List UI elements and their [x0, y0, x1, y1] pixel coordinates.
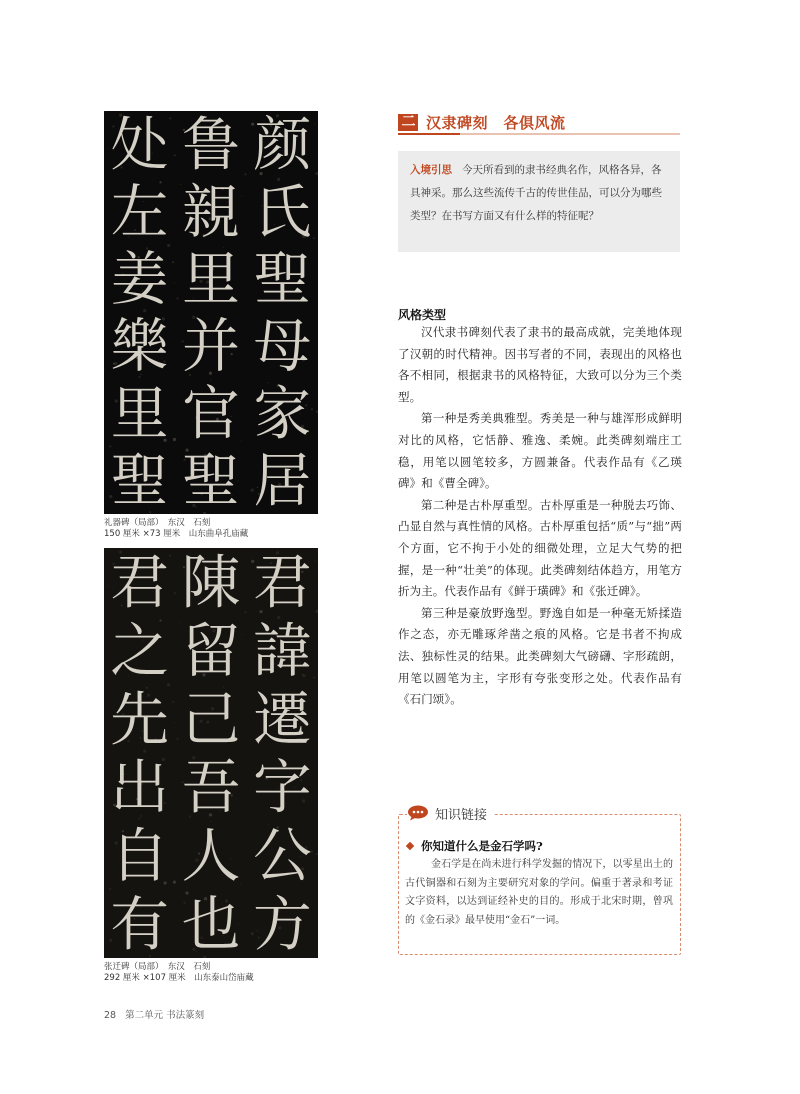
- rubbing-glyph: 人: [181, 821, 241, 890]
- paragraph: 汉代隶书碑刻代表了隶书的最高成就，完美地体现了汉朝的时代精神。因书写者的不同，表现出的风格也各不相同，根据隶书的风格特征，大致可以分为三个类型。: [398, 325, 682, 404]
- rubbing-glyph: 并: [182, 312, 240, 381]
- rubbing-glyph: 己: [181, 684, 241, 754]
- rubbing-glyph: 先: [110, 684, 170, 754]
- section-number-badge: 二: [398, 114, 418, 131]
- zhangqian-stele-caption: [104, 962, 334, 984]
- rubbing-speckle: [176, 297, 178, 299]
- rubbing-glyph: 親: [182, 177, 240, 246]
- liqi-stele-rubbing-image: [104, 111, 318, 514]
- rubbing-glyph: 字: [252, 752, 312, 822]
- rubbing-speckle: [241, 884, 242, 885]
- rubbing-speckle: [180, 184, 181, 185]
- rubbing-speckle: [172, 261, 174, 263]
- rubbing-speckle: [313, 677, 314, 678]
- rubbing-glyph: 处: [110, 111, 169, 179]
- rubbing-glyph: 左: [110, 177, 169, 246]
- rubbing-glyph: 留: [181, 616, 241, 685]
- rubbing-glyph: 聖: [110, 446, 169, 514]
- intro-box: [398, 151, 680, 252]
- rubbing-speckle: [241, 634, 242, 635]
- knowledge-link-header: [407, 803, 493, 823]
- rubbing-glyph: 聖: [253, 245, 312, 314]
- page-footer: [104, 1007, 204, 1021]
- intro-label: 入境引思: [410, 164, 452, 176]
- rubbing-speckle: [107, 148, 108, 149]
- rubbing-glyph: 鲁: [182, 111, 240, 179]
- rubbing-speckle: [172, 701, 174, 703]
- rubbing-speckle: [176, 738, 178, 740]
- rubbing-speckle: [173, 881, 176, 884]
- rubbing-glyph: 方: [252, 889, 312, 958]
- rubbing-glyph: 家: [253, 379, 312, 448]
- intro-text: 今天所看到的隶书经典名作，风格各异，各具神采。那么这些流传千古的传世佳品，可以分为哪些类型？在书写方面又有什么样的特征呢？: [410, 164, 662, 222]
- rubbing-speckle: [104, 548, 105, 549]
- rubbing-speckle: [314, 123, 315, 124]
- rubbing-speckle: [316, 853, 318, 855]
- knowledge-link-question: [405, 838, 543, 854]
- rubbing-glyph: 吾: [181, 752, 241, 822]
- section-heading: [398, 111, 566, 133]
- zhangqian-caption-line2: 292 厘米 ×107 厘米 山东泰山岱庙藏: [104, 973, 254, 983]
- rubbing-glyph: 諱: [252, 616, 312, 685]
- rubbing-glyph: 君: [110, 548, 170, 617]
- rubbing-speckle: [104, 111, 105, 112]
- section-title: 汉隶碑刻 各俱风流: [426, 113, 566, 132]
- knowledge-link-question-text: 你知道什么是金石学吗?: [421, 839, 543, 853]
- unit-title: 第二单元 书法篆刻: [125, 1010, 205, 1021]
- rubbing-speckle: [315, 172, 318, 175]
- rubbing-speckle: [104, 369, 105, 370]
- rubbing-speckle: [241, 441, 242, 442]
- rubbing-speckle: [241, 195, 242, 196]
- rubbing-speckle: [169, 554, 171, 556]
- paragraph: 第二种是古朴厚重型。古朴厚重是一种脱去巧饰、凸显自然与真性情的风格。古朴厚重包括“质”与“拙”两个方面，它不拘于小处的细微处理，立足大气势的把握，是一种“壮美”的体现。此类碑刻结体趋方，用笔方折为主。代表作品有《鲜于璜碑》和《张迁碑》。: [398, 497, 682, 599]
- rubbing-glyph: 里: [182, 245, 240, 314]
- rubbing-speckle: [244, 173, 246, 175]
- paragraph: 第三种是豪放野逸型。野逸自如是一种毫无矫揉造作之态，亦无雕琢斧凿之痕的风格。它是书者不拘成法、独标性灵的结果。此类碑刻大气磅礴、字形疏朗，用笔以圆笔为主，字形有夸张变形之处。代表作品有《石门颂》。: [398, 605, 682, 707]
- rubbing-glyph: 也: [181, 889, 241, 958]
- rubbing-glyph: 聖: [182, 446, 240, 514]
- rubbing-speckle: [315, 610, 318, 613]
- rubbing-glyph: 樂: [110, 312, 169, 381]
- rubbing-glyph: 有: [110, 889, 170, 958]
- liqi-caption-line1: 礼器碑（局部） 东汉 石刻: [104, 518, 211, 528]
- rubbing-speckle: [244, 611, 246, 613]
- rubbing-speckle: [316, 411, 318, 413]
- rubbing-speckle: [173, 438, 176, 441]
- liqi-stele-caption: [104, 518, 334, 540]
- rubbing-glyph: 母: [253, 312, 312, 381]
- rubbing-glyph: 出: [110, 752, 170, 822]
- knowledge-link-text: 金石学是在尚未进行科学发掘的情况下，以零星出土的古代铜器和石刻为主要研究对象的学问。偏重于著录和考证文字资料，以达到证经补史的目的。形成于北宋时期，曾巩的《金石录》最早使用“金石”一词。: [405, 859, 673, 926]
- zhangqian-stele-rubbing-image: [104, 548, 318, 958]
- zhangqian-caption-line1: 张迁碑（局部） 东汉 石刻: [104, 962, 211, 972]
- rubbing-speckle: [169, 117, 171, 119]
- rubbing-glyph: 颜: [253, 111, 312, 179]
- speech-bubble-icon: [407, 805, 429, 821]
- rubbing-glyph: 公: [252, 821, 312, 890]
- rubbing-glyph: 自: [110, 821, 170, 890]
- rubbing-glyph: 遷: [252, 684, 312, 754]
- rubbing-speckle: [174, 722, 175, 723]
- diamond-bullet-icon: [406, 842, 414, 850]
- rubbing-glyph: 氏: [253, 177, 312, 246]
- rubbing-glyph: 里: [110, 379, 169, 448]
- page-number: 28: [104, 1010, 117, 1021]
- rubbing-glyph: 陳: [181, 548, 241, 617]
- knowledge-link-title: 知识链接: [435, 807, 488, 823]
- rubbing-speckle: [314, 561, 315, 562]
- rubbing-speckle: [107, 586, 108, 587]
- section-underline: [398, 133, 680, 135]
- rubbing-glyph: 官: [182, 379, 240, 448]
- paragraph: 第一种是秀美典雅型。秀美是一种与雄浑形成鲜明对比的风格，它恬静、雅逸、柔婉。此类碑刻端庄工稳，用笔以圆笔较多，方圆兼备。代表作品有《乙瑛碑》和《曹全碑》。: [398, 411, 682, 491]
- liqi-caption-line2: 150 厘米 ×73 厘米 山东曲阜孔庙藏: [104, 529, 249, 539]
- rubbing-glyph: 之: [110, 616, 170, 685]
- rubbing-glyph: 居: [253, 446, 312, 514]
- rubbing-speckle: [174, 154, 176, 156]
- rubbing-speckle: [313, 238, 314, 239]
- rubbing-speckle: [174, 592, 176, 594]
- style-types-heading: 风格类型: [398, 308, 447, 322]
- rubbing-speckle: [104, 811, 105, 812]
- style-types-body: [398, 322, 682, 711]
- rubbing-glyph: 姜: [110, 245, 169, 314]
- rubbing-glyph: 君: [252, 548, 312, 617]
- rubbing-speckle: [174, 282, 175, 283]
